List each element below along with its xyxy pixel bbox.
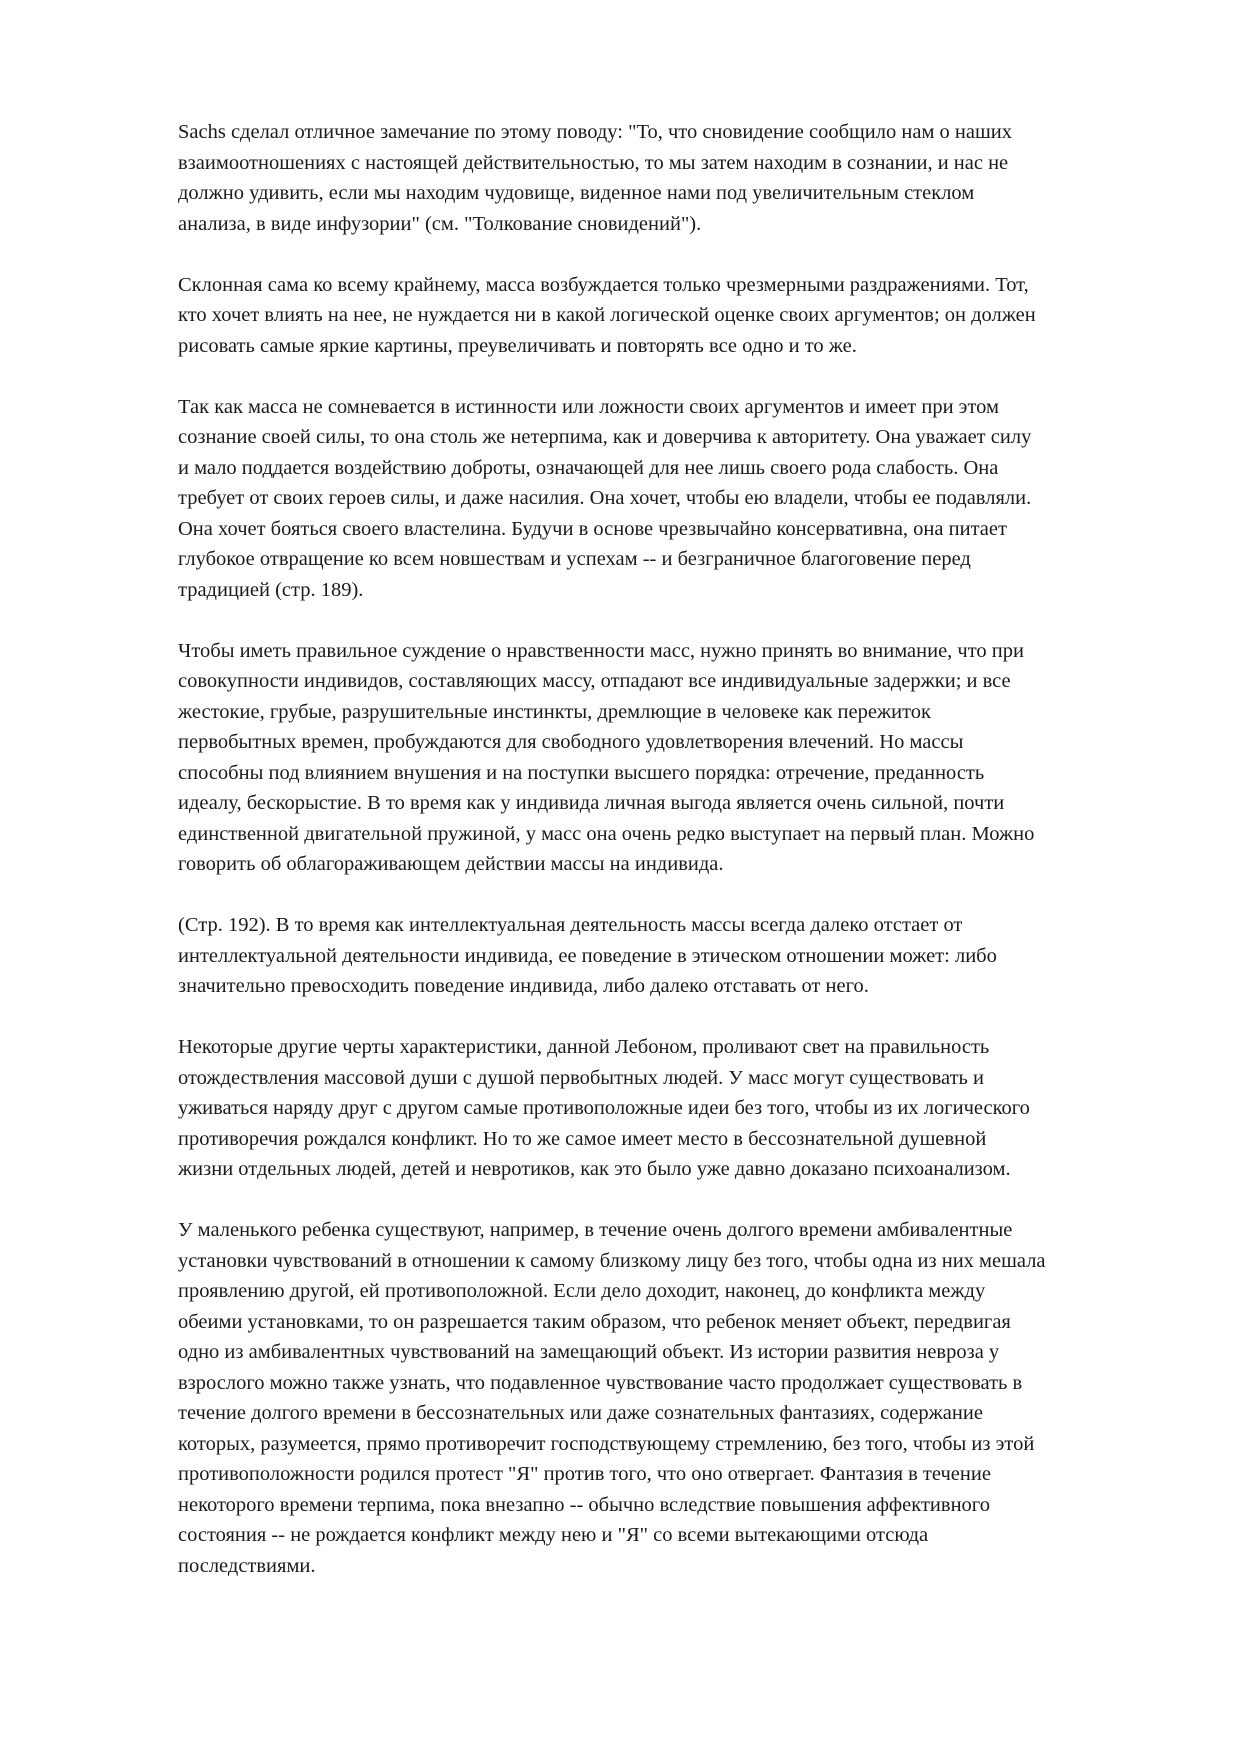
text-line: единственной двигательной пружиной, у масс она очень редко выступает на первый план. Можно	[178, 822, 1035, 845]
paragraph-6	[178, 1032, 1178, 1185]
body-text	[178, 117, 1178, 1581]
text-line: проявлению другой, ей противоположной. Если дело доходит, наконец, до конфликта между	[178, 1280, 986, 1302]
text-line: анализа, в виде инфузории" (см. "Толкование сновидений").	[178, 212, 702, 235]
text-line: установки чувствований в отношении к самому близкому лицу без того, чтобы одна из них мешала	[178, 1249, 1046, 1272]
text-line: Некоторые другие черты характеристики, данной Лебоном, проливают свет на правильность	[178, 1036, 990, 1058]
text-line: последствиями.	[178, 1554, 316, 1577]
text-line: совокупности индивидов, составляющих массу, отпадают все индивидуальные задержки; и все	[178, 670, 1011, 692]
text-line: взрослого можно также узнать, что подавленное чувствование часто продолжает существовать в	[178, 1371, 1023, 1394]
text-line: Склонная сама ко всему крайнему, масса возбуждается только чрезмерными раздражениями. Тот,	[178, 273, 1029, 296]
text-line: должно удивить, если мы находим чудовище, виденное нами под увеличительным стеклом	[178, 182, 975, 204]
paragraph-1	[178, 117, 1178, 239]
text-line: жестокие, грубые, разрушительные инстинкты, дремлющие в человеке как пережиток	[178, 700, 931, 723]
text-line: значительно превосходить поведение индивида, либо далеко отставать от него.	[178, 975, 869, 997]
text-line: отождествления массовой души с душой первобытных людей. У масс могут существовать и	[178, 1066, 984, 1089]
text-line: рисовать самые яркие картины, преувеличивать и повторять все одно и то же.	[178, 334, 857, 357]
text-line: Чтобы иметь правильное суждение о нравственности масс, нужно принять во внимание, что при	[178, 639, 1024, 662]
text-line: уживаться наряду друг с другом самые противоположные идеи без того, чтобы из их логического	[178, 1097, 1030, 1119]
text-line: сознание своей силы, то она столь же нетерпима, как и доверчива к авторитету. Она уважает силу	[178, 426, 1032, 448]
paragraph-5	[178, 910, 1178, 1002]
text-line: идеалу, бескорыстие. В то время как у индивида личная выгода является очень сильной, почти	[178, 792, 1005, 814]
text-line: кто хочет влиять на нее, не нуждается ни в какой логической оценке своих аргументов; он должен	[178, 304, 1036, 326]
text-line: Она хочет бояться своего властелина. Будучи в основе чрезвычайно консервативна, она питает	[178, 517, 1007, 540]
text-line: которых, разумеется, прямо противоречит господствующему стремлению, без того, чтобы из этой	[178, 1432, 1035, 1455]
text-line: состояния -- не рождается конфликт между нею и "Я" со всеми вытекающими отсюда	[178, 1524, 929, 1546]
text-line: требует от своих героев силы, и даже насилия. Она хочет, чтобы ею владели, чтобы ее подавляли.	[178, 487, 1032, 509]
text-line: одно из амбивалентных чувствований на замещающий объект. Из истории развития невроза у	[178, 1341, 1000, 1363]
text-line: жизни отдельных людей, детей и невротиков, как это было уже давно доказано психоанализом.	[178, 1158, 1011, 1180]
paragraph-3	[178, 392, 1178, 606]
text-line: первобытных времен, пробуждаются для свободного удовлетворения влечений. Но массы	[178, 731, 964, 753]
text-line: течение долгого времени в бессознательных или даже сознательных фантазиях, содержание	[178, 1402, 983, 1424]
paragraph-2	[178, 270, 1178, 362]
text-line: противоположности родился протест "Я" против того, что оно отвергает. Фантазия в течение	[178, 1463, 991, 1485]
text-line: способны под влиянием внушения и на поступки высшего порядка: отречение, преданность	[178, 761, 985, 784]
text-line: интеллектуальной деятельности индивида, ее поведение в этическом отношении может: либо	[178, 944, 997, 967]
text-line: некоторого времени терпима, пока внезапно -- обычно вследствие повышения аффективного	[178, 1493, 990, 1516]
text-line: обеими установками, то он разрешается таким образом, что ребенок меняет объект, передвигая	[178, 1310, 1011, 1333]
text-line: Sachs сделал отличное замечание по этому поводу: "То, что сновидение сообщило нам о наших	[178, 121, 1012, 143]
text-line: Так как масса не сомневается в истинности или ложности своих аргументов и имеет при этом	[178, 395, 999, 418]
text-line: и мало поддается воздействию доброты, означающей для нее лишь своего рода слабость. Она	[178, 456, 999, 479]
paragraph-7	[178, 1215, 1178, 1581]
text-line: глубокое отвращение ко всем новшествам и успехам -- и безграничное благоговение перед	[178, 548, 971, 570]
text-line: (Стр. 192). В то время как интеллектуальная деятельность массы всегда далеко отстает от	[178, 914, 963, 936]
text-line: традицией (стр. 189).	[178, 578, 364, 601]
text-line: противоречия рождался конфликт. Но то же самое имеет место в бессознательной душевной	[178, 1127, 987, 1150]
text-line: говорить об облагораживающем действии массы на индивида.	[178, 853, 724, 875]
text-line: У маленького ребенка существуют, например, в течение очень долгого времени амбивалентные	[178, 1219, 1013, 1241]
paragraph-4	[178, 636, 1178, 880]
text-line: взаимоотношениях с настоящей действительностью, то мы затем находим в сознании, и нас не	[178, 151, 1009, 174]
